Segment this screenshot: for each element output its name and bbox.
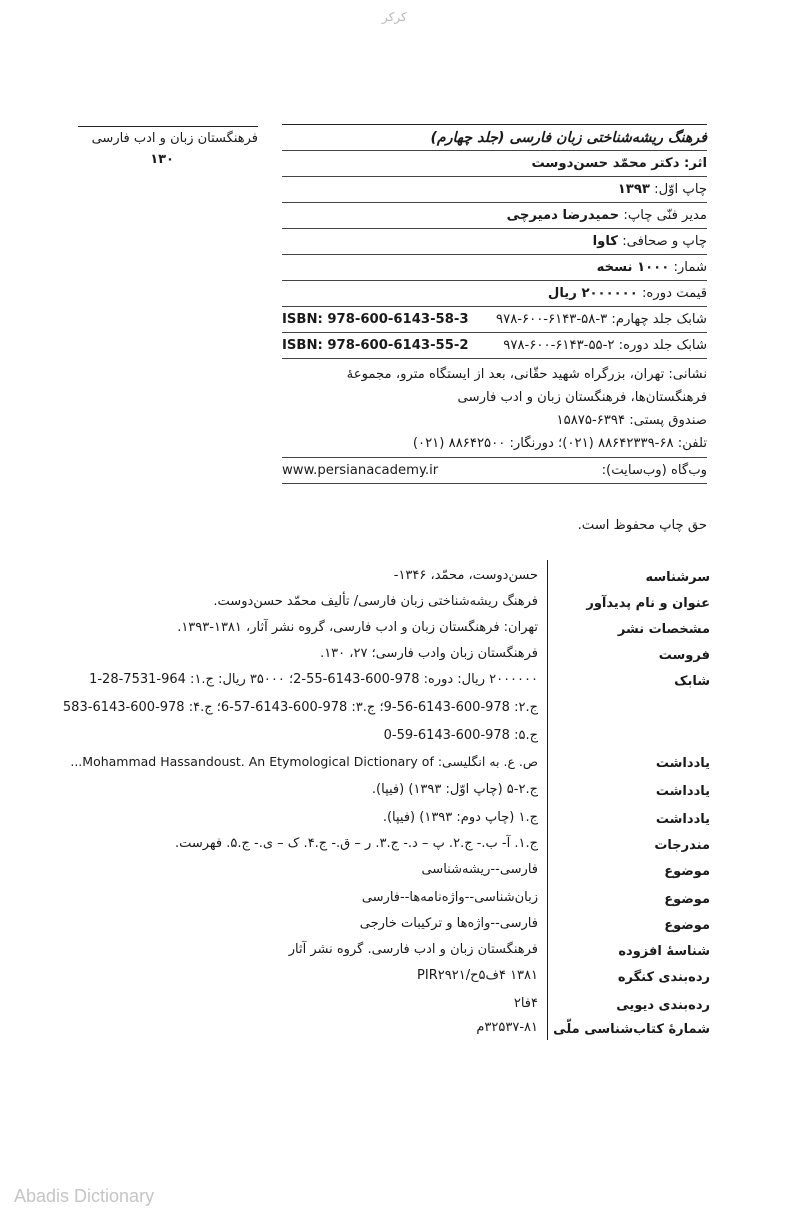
record-label: یادداشت [655,784,710,799]
print-edition: چاپ اوّل: ۱۳۹۳ [282,177,707,203]
top-margin-text: کرکر [382,10,407,24]
record-value: حسن‌دوست، محمّد، ۱۳۴۶- [393,568,538,583]
record-label: یادداشت [655,812,710,827]
record-value: ج.۵: 978-600-6143-59-0 [383,728,538,743]
isbn-set-row [282,333,707,359]
record-label: موضوع [664,918,710,933]
address-block [282,359,707,458]
watermark: Abadis Dictionary [14,1186,155,1206]
website-label: وب‌گاه (وب‌سایت): [601,463,707,478]
record-label: مندرجات [654,838,710,853]
cataloguing-record [0,560,800,1050]
record-value: زبان‌شناسی--واژه‌نامه‌ها--فارسی [361,890,538,905]
series-title: فرهنگستان زبان و ادب فارسی [78,126,258,146]
colophon [282,124,707,484]
phone-fax: تلفن: ۶۸-۸۸۶۴۲۳۳۹ (۰۲۱)؛ دورنگار: ۸۸۶۴۲۵۰۰ (۰۲۱) [412,436,707,451]
record-value: فرهنگستان زبان و ادب فارسی. گروه نشر آثار [288,942,538,957]
record-value: ص. ع. به انگلیسی: Mohammad Hassandoust. An Etymological Dictionary of... [70,754,538,769]
website-link[interactable]: www.persianacademy.ir [282,463,439,478]
record-value: ج.۲: 978-600-6143-56-9؛ ج.۳: 978-600-6143-57-6؛ ج.۴: 978-600-6143-583 [62,700,538,715]
record-label: سرشناسه [645,570,710,585]
isbn-volume-en: ISBN: 978-600-6143-58-3 [282,312,469,327]
record-value: ۳۲۵۳۷-۸۱م [476,1020,538,1035]
record-divider [547,560,548,1040]
book-title: فرهنگ ریشه‌شناختی زبان فارسی (جلد چهارم) [282,125,707,151]
record-value: فرهنگستان زبان وادب فارسی؛ ۲۷، ۱۳۰. [320,646,538,661]
record-value: ج.۱ (چاپ دوم: ۱۳۹۳) (فیپا). [382,810,538,825]
isbn-set-fa: شابک جلد دوره: ۲-۵۵-۶۱۴۳-۶۰۰-۹۷۸ [503,338,707,353]
copyright-notice: حق چاپ محفوظ است. [577,518,707,533]
record-value: ۴فا۲ [513,996,538,1011]
set-price: قیمت دوره: ۲۰۰۰۰۰۰ ریال [282,281,707,307]
technical-manager: مدیر فنّی چاپ: حمیدرضا دمیرچی [282,203,707,229]
po-box: صندوق پستی: ۶۳۹۴-۱۵۸۷۵ [556,413,707,428]
record-label: شمارهٔ کتاب‌شناسی ملّی [553,1022,710,1037]
record-value: ۱۳۸۱ ۴ف۵ح/PIR۲۹۲۱ [417,968,538,983]
record-label: موضوع [664,892,710,907]
isbn-volume-fa: شابک جلد چهارم: ۳-۵۸-۶۱۴۳-۶۰۰-۹۷۸ [496,312,707,327]
record-value: فارسی--ریشه‌شناسی [421,862,538,877]
record-value: ۲۰۰۰۰۰۰ ریال: دوره: 978-600-6143-55-2؛ ۳۵۰۰۰ ریال: ج.۱: 964-7531-28-1 [89,672,538,687]
copies: شمار: ۱۰۰۰ نسخه [282,255,707,281]
isbn-set-en: ISBN: 978-600-6143-55-2 [282,338,469,353]
record-value: ج.۲-۵ (چاپ اوّل: ۱۳۹۳) (فیپا). [371,782,538,797]
author-line: اثر: دکتر محمّد حسن‌دوست [282,151,707,177]
record-label: مشخصات نشر [617,622,710,637]
record-label: شناسهٔ افزوده [618,944,710,959]
record-value: فارسی--واژه‌ها و ترکیبات خارجی [359,916,538,931]
record-label: رده‌بندی کنگره [617,970,710,985]
series-block [78,126,258,167]
record-label: فروست [658,648,710,663]
website-row [282,458,707,484]
series-number: ۱۳۰ [150,152,174,167]
record-label: موضوع [664,864,710,879]
record-value: فرهنگ ریشه‌شناختی زبان فارسی/ تألیف محمّد حسن‌دوست. [213,594,538,609]
address-line-1: نشانی: تهران، بزرگراه شهید حقّانی، بعد از ایستگاه مترو، مجموعۀ [346,367,707,382]
record-label: عنوان و نام پدیدآور [586,596,710,611]
isbn-volume-row [282,307,707,333]
record-label: یادداشت [655,756,710,771]
record-value: تهران: فرهنگستان زبان و ادب فارسی، گروه نشر آثار، ۱۳۸۱-۱۳۹۳. [177,620,538,635]
address-line-2: فرهنگستان‌ها، فرهنگستان زبان و ادب فارسی [457,390,707,405]
record-value: ج.۱. آ- ب.- ج.۲. پ – د.- ج.۳. ر – ق.- ج.۴. ک – ی.- ج.۵. فهرست. [174,836,538,851]
record-label: شابک [674,674,710,689]
printing-binding: چاپ و صحافی: کاوا [282,229,707,255]
record-label: رده‌بندی دیویی [616,998,710,1013]
